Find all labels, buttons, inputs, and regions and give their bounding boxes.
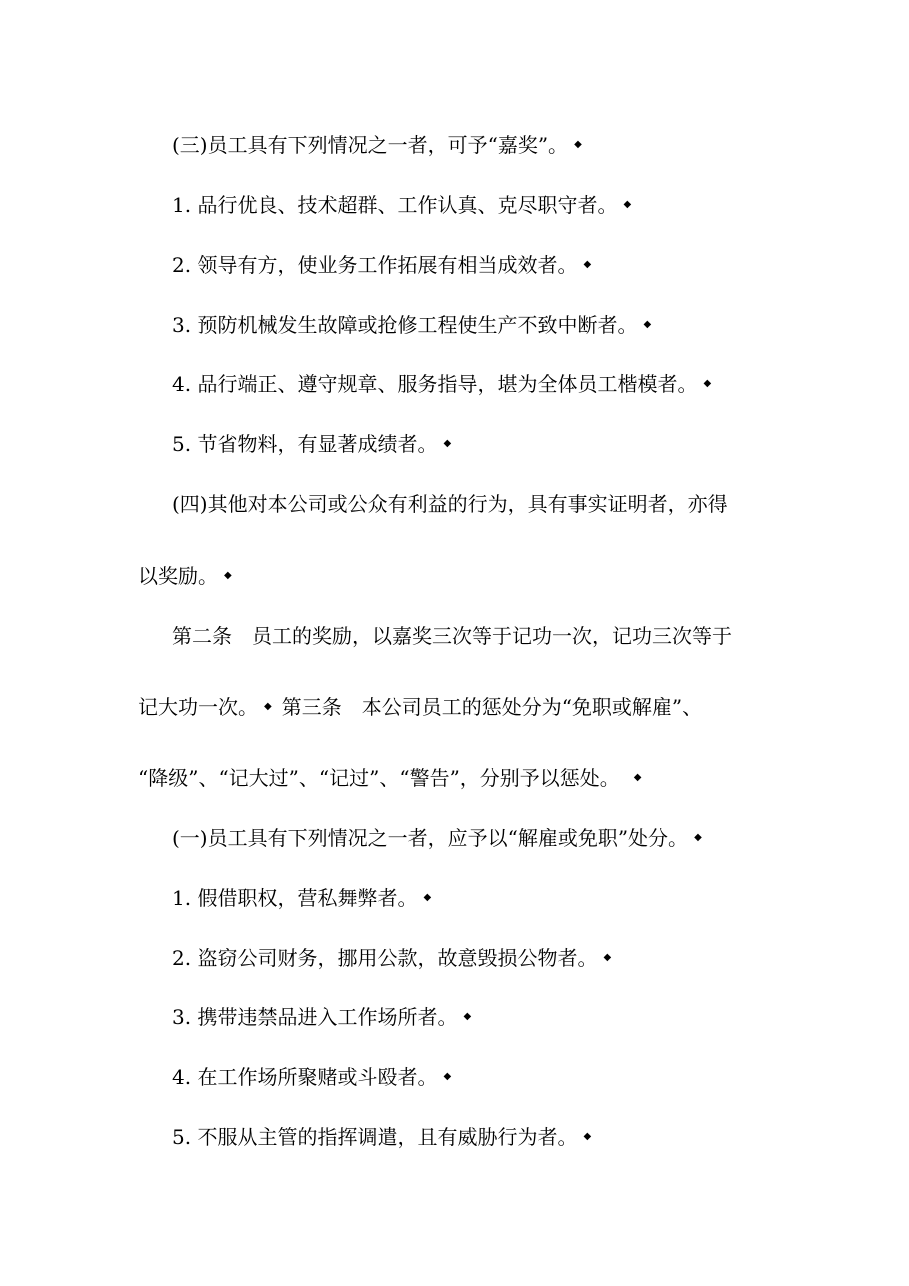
paragraph-mark-icon: ◆ xyxy=(643,318,652,330)
paragraph-mark-icon: ◆ xyxy=(574,138,582,150)
text-line: (三)员工具有下列情况之一者，可予“嘉奖”。 ◆ xyxy=(172,131,812,161)
text-line: (一)员工具有下列情况之一者，应予以“解雇或免职”处分。 ◆ xyxy=(172,824,812,854)
text-line: 以奖励。 ◆ xyxy=(138,562,778,592)
text-line: “降级”、“记大过”、“记过”、“警告”，分别予以惩处。 ◆ xyxy=(138,764,778,794)
text-line: 3. 预防机械发生故障或抢修工程使生产不致中断者。 ◆ xyxy=(172,311,812,341)
text-line: 1. 品行优良、技术超群、工作认真、克尽职守者。 ◆ xyxy=(172,191,812,221)
paragraph-mark-icon: ◆ xyxy=(703,377,712,389)
paragraph-mark-icon: ◆ xyxy=(264,700,272,712)
paragraph-mark-icon: ◆ xyxy=(694,831,702,843)
text-line: 第二条 员工的奖励，以嘉奖三次等于记功一次，记功三次等于 xyxy=(172,624,732,648)
paragraph-mark-icon: ◆ xyxy=(623,198,632,210)
paragraph-mark-icon: ◆ xyxy=(443,1070,452,1082)
paragraph-mark-icon: ◆ xyxy=(443,437,452,449)
text-line: 4. 品行端正、遵守规章、服务指导，堪为全体员工楷模者。 ◆ xyxy=(172,370,812,400)
paragraph-mark-icon: ◆ xyxy=(583,1130,592,1142)
paragraph-mark-icon: ◆ xyxy=(603,951,612,963)
text-line: 5. 节省物料，有显著成绩者。 ◆ xyxy=(172,430,812,460)
text-line: 4. 在工作场所聚赌或斗殴者。 ◆ xyxy=(172,1063,812,1093)
paragraph-mark-icon: ◆ xyxy=(423,891,432,903)
paragraph-mark-icon: ◆ xyxy=(633,771,642,783)
text-line: (四)其他对本公司或公众有利益的行为，具有事实证明者，亦得 xyxy=(172,492,728,516)
text-line: 2. 盗窃公司财务，挪用公款，故意毁损公物者。 ◆ xyxy=(172,944,812,974)
text-line: 2. 领导有方，使业务工作拓展有相当成效者。 ◆ xyxy=(172,251,812,281)
paragraph-mark-icon: ◆ xyxy=(463,1010,472,1022)
text-line: 1. 假借职权，营私舞弊者。 ◆ xyxy=(172,884,812,914)
text-line: 3. 携带违禁品进入工作场所者。 ◆ xyxy=(172,1003,812,1033)
text-line: 记大功一次。 ◆ 第三条 本公司员工的惩处分为“免职或解雇”、 xyxy=(138,693,778,723)
text-line: 5. 不服从主管的指挥调遣，且有威胁行为者。 ◆ xyxy=(172,1123,812,1153)
paragraph-mark-icon: ◆ xyxy=(583,258,592,270)
paragraph-mark-icon: ◆ xyxy=(224,569,232,581)
